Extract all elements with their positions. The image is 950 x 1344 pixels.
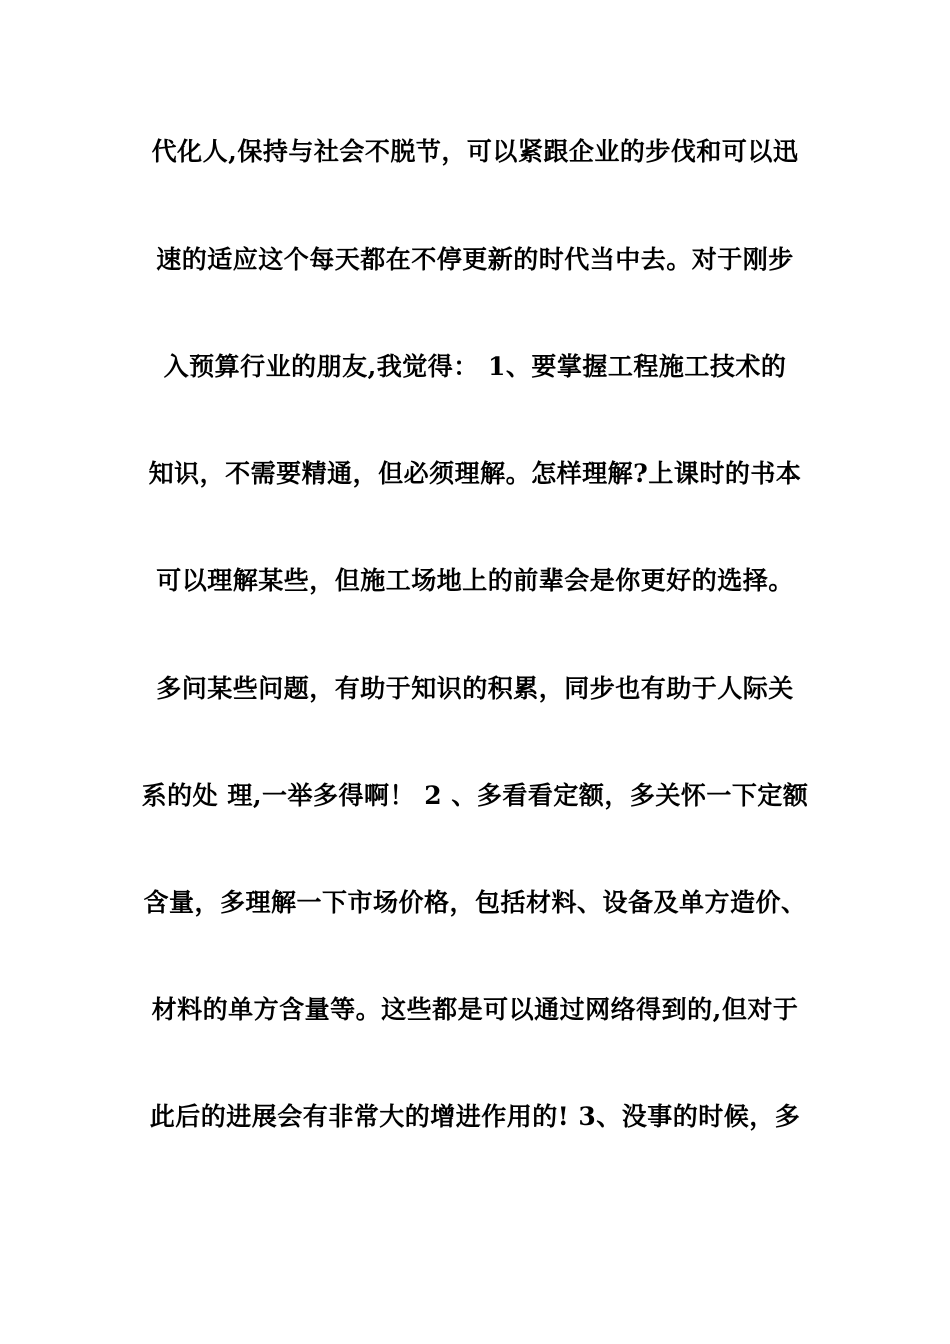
text-line-1: 代化人,保持与社会不脱节，可以紧跟企业的步伐和可以迅 [151,137,799,166]
text-line-10: 此后的进展会有非常大的增进作用的! 3、没事的时候，多 [149,1102,801,1131]
text-line-2: 速的适应这个每天都在不停更新的时代当中去。对于刚步 [156,245,794,274]
text-line-6: 多问某些问题，有助于知识的积累，同步也有助于人际关 [156,674,794,703]
text-line-4: 知识，不需要精通，但必须理解。怎样理解?上课时的书本 [148,459,802,488]
text-line-7: 系的处 理,一举多得啊！ 2 、多看看定额，多关怀一下定额 [141,781,809,810]
text-line-3: 入预算行业的朋友,我觉得： 1、要掌握工程施工技术的 [163,352,787,381]
text-line-5: 可以理解某些，但施工场地上的前辈会是你更好的选择。 [156,566,794,595]
text-line-8: 含量，多理解一下市场价格，包括材料、设备及单方造价、 [143,888,807,917]
text-line-9: 材料的单方含量等。这些都是可以通过网络得到的,但对于 [151,995,799,1024]
